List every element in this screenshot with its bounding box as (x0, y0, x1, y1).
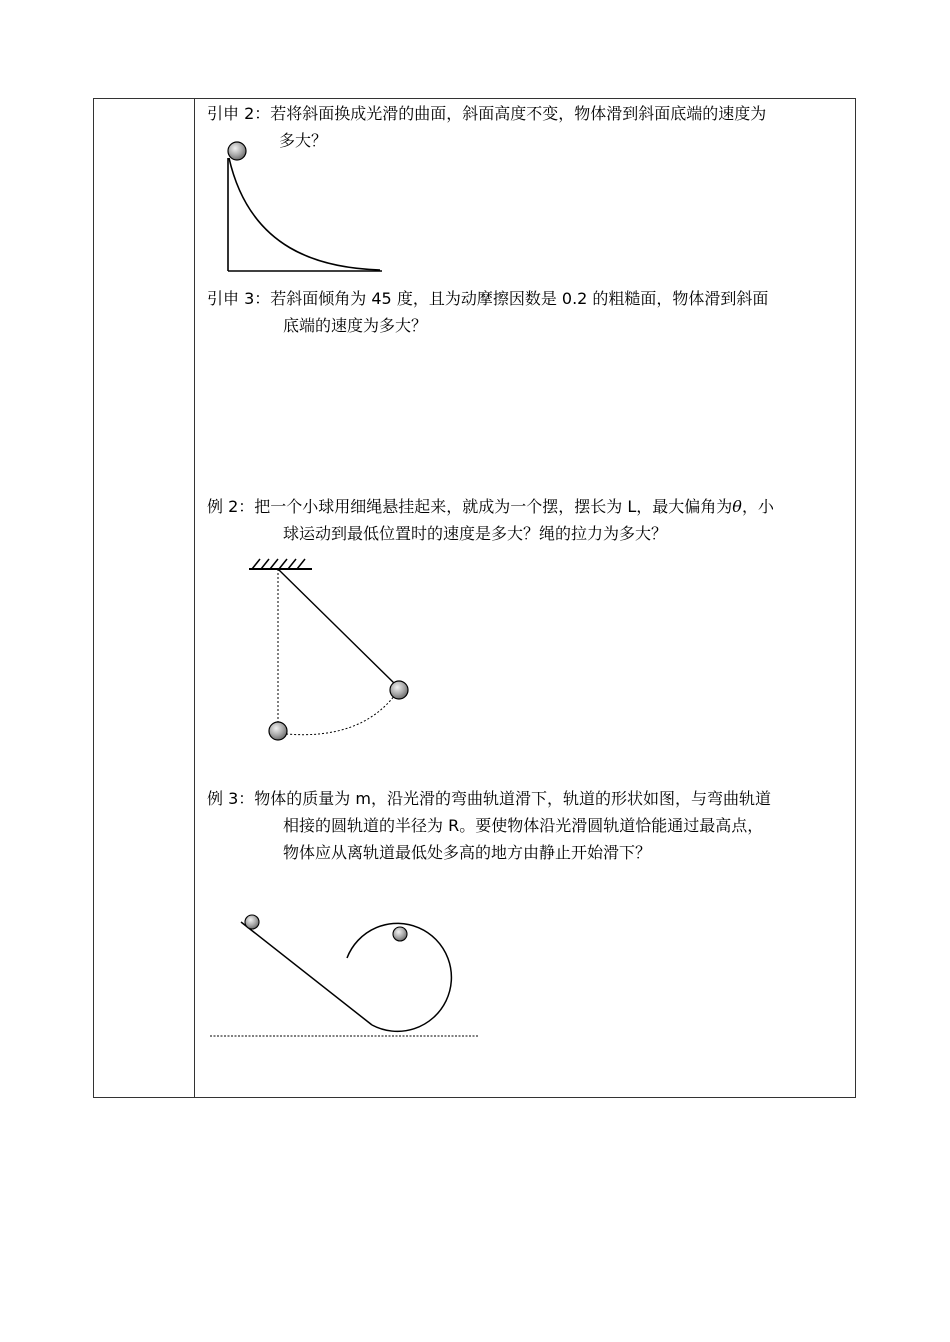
slope-curve (229, 158, 380, 270)
ball-icon (245, 915, 259, 929)
curved-slope-diagram (228, 142, 382, 271)
ceiling-hatch (252, 559, 305, 569)
problem-text-line1: 若将斜面换成光滑的曲面，斜面高度不变，物体滑到斜面底端的速度为 (270, 104, 767, 123)
ball-icon (393, 927, 407, 941)
problem-text-line1: 物体的质量为 m，沿光滑的弯曲轨道滑下，轨道的形状如图，与弯曲轨道 (254, 789, 771, 808)
pendulum-string (278, 569, 395, 684)
problem-text-line1: 若斜面倾角为 45 度，且为动摩擦因数是 0.2 的粗糙面，物体滑到斜面 (270, 289, 769, 308)
problem-text-rest: 多大？ (279, 131, 328, 150)
incline-track (241, 922, 372, 1025)
ball-icon (228, 142, 246, 160)
problem-label: 例 3： (207, 789, 255, 808)
ball-icon (390, 681, 408, 699)
problem-text-rest: 球运动到最低位置时的速度是多大？绳的拉力为多大？ (283, 524, 668, 543)
problem-label: 引申 3： (207, 289, 271, 308)
problem-text-rest2: 相接的圆轨道的半径为 R。要使物体沿光滑圆轨道恰能通过最高点， (283, 816, 764, 835)
problem-text-rest3: 物体应从离轨道最低处多高的地方由静止开始滑下？ (283, 843, 652, 862)
problem-label: 例 2： (207, 497, 255, 516)
problem-text-rest: 底端的速度为多大？ (283, 316, 428, 335)
theta-symbol: θ (732, 497, 742, 516)
problem-label: 引申 2： (207, 104, 271, 123)
swing-arc (286, 695, 395, 735)
problem-text-line1-end: ，小 (741, 497, 774, 516)
problem-text-line1: 把一个小球用细绳悬挂起来，就成为一个摆，摆长为 L，最大偏角为 (254, 497, 733, 516)
loop-track-diagram (210, 915, 478, 1036)
pendulum-diagram (249, 559, 408, 740)
ball-icon (269, 722, 287, 740)
